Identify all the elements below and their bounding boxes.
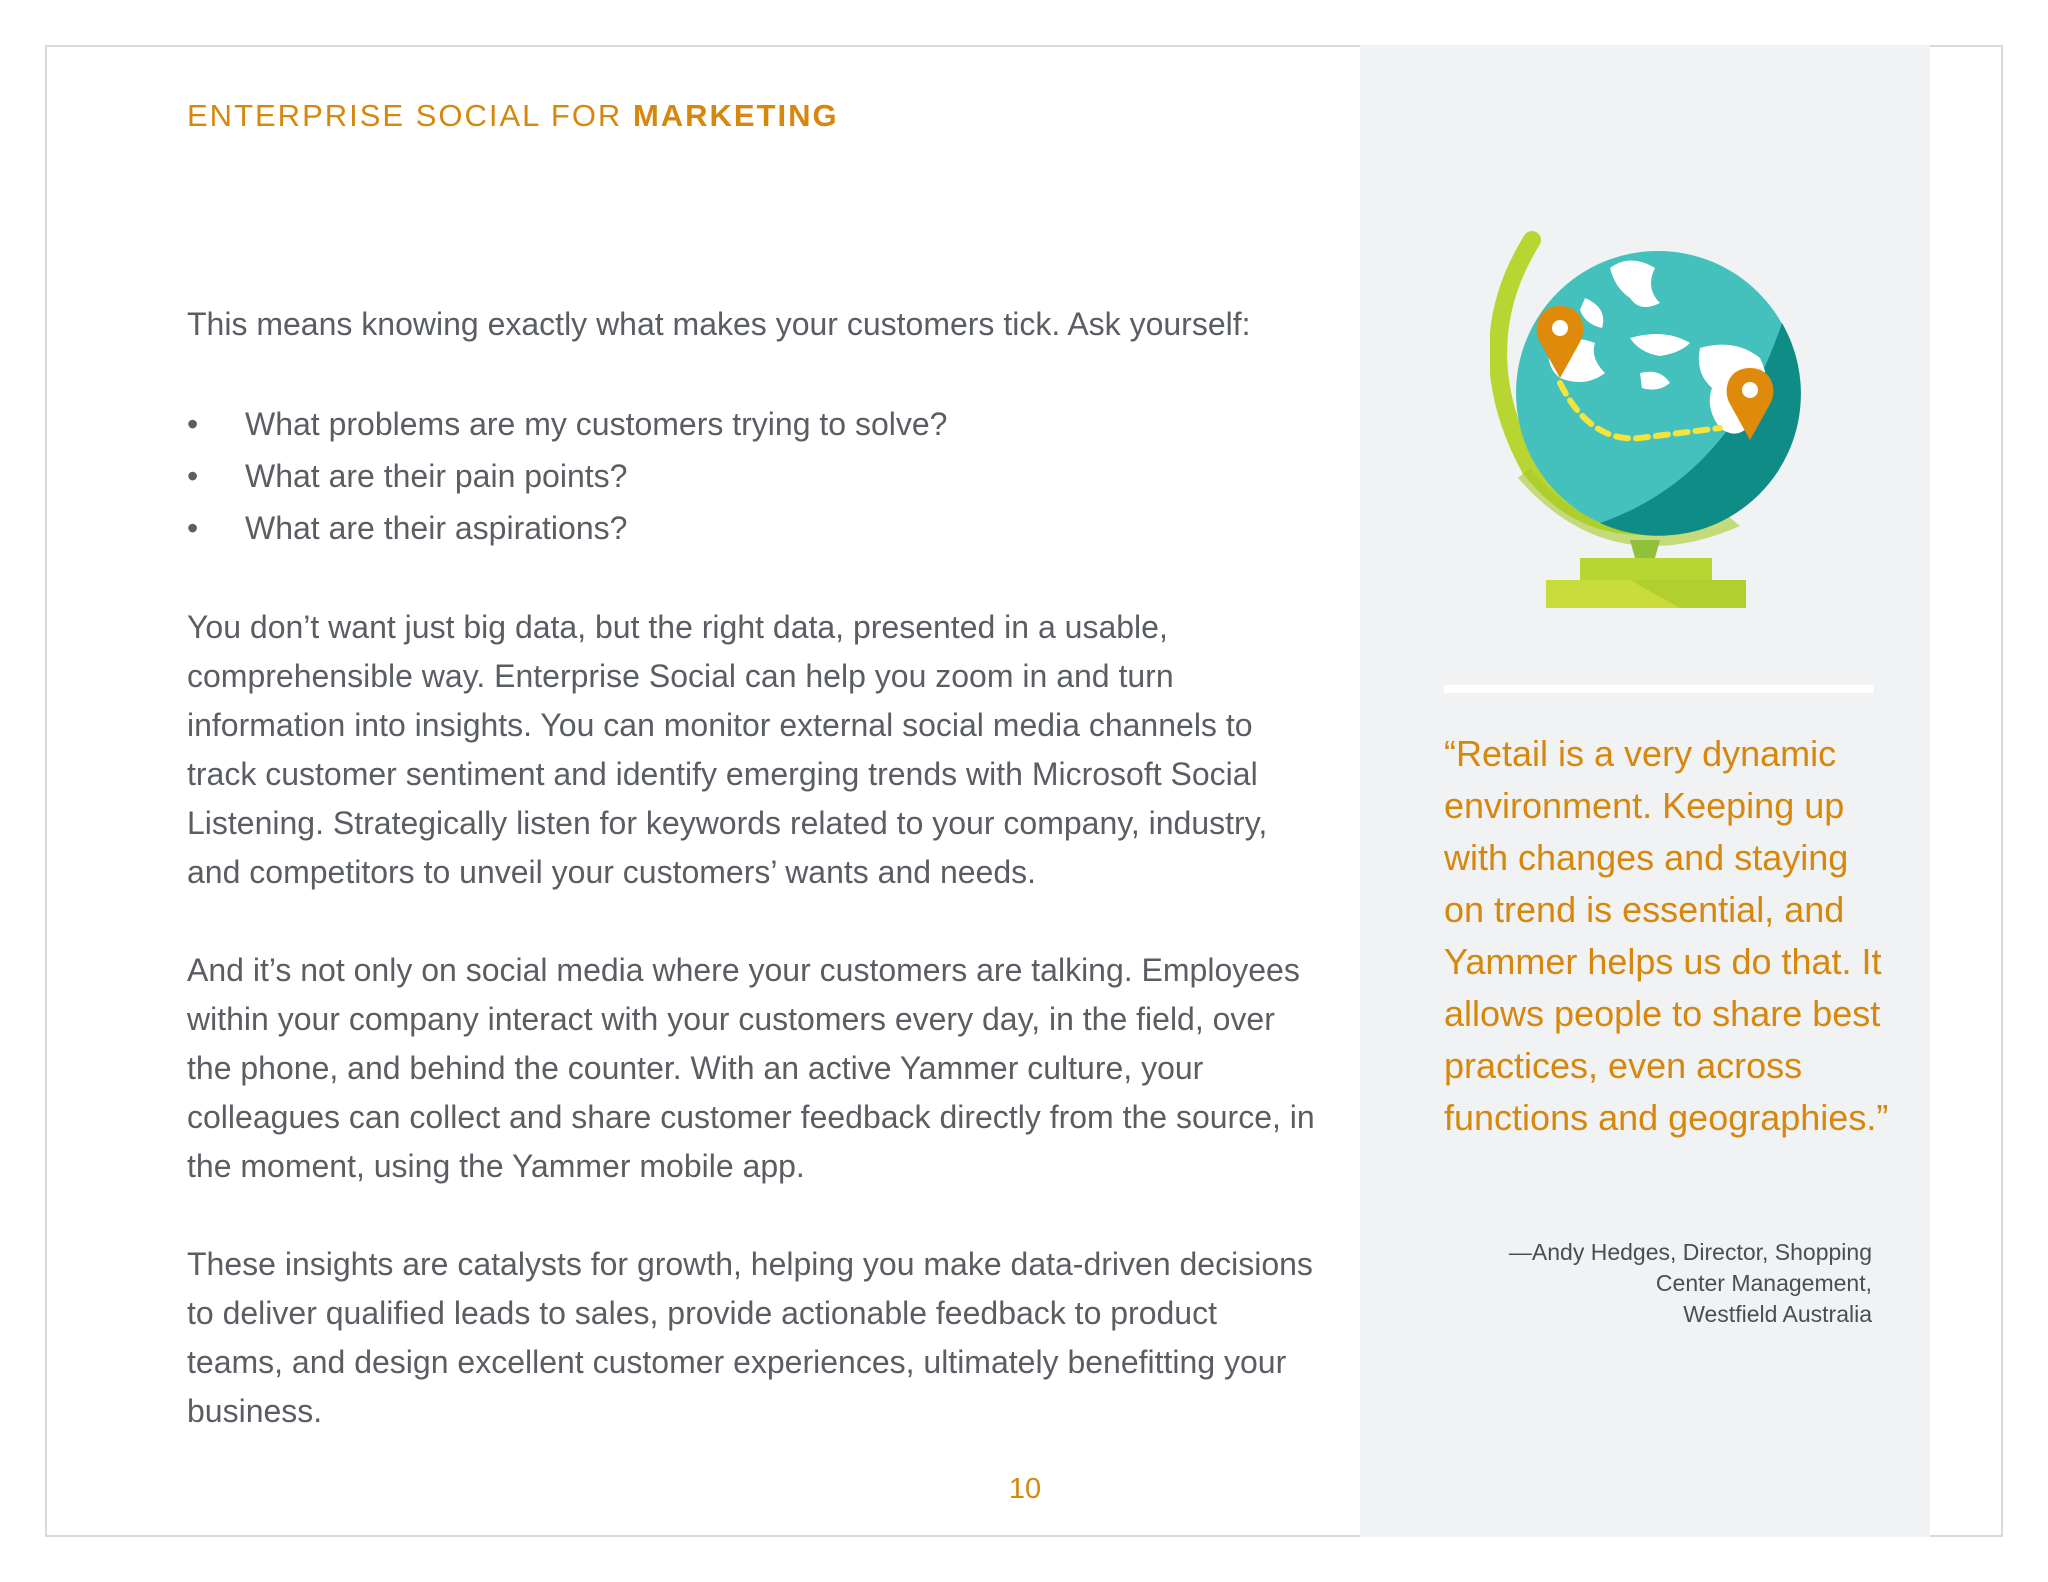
globe-illustration [1490,228,1830,618]
body-paragraph: And it’s not only on social media where your customers are talking. Employees within your company interact with your customers every day, in the field, over the phone, and behind the counter. With an active Yammer culture, your colleagues can collect and share customer feedback directly from the source, in the moment, using the Yammer mobile app. [187,952,1315,1184]
body-paragraph: These insights are catalysts for growth, helping you make data-driven decisions to deliver qualified leads to sales, provide actionable feedback to product teams, and design excellent customer experiences, ultimately benefitting your business. [187,1246,1313,1429]
list-item-text: What problems are my customers trying to solve? [245,406,948,442]
intro-paragraph: This means knowing exactly what makes your customers tick. Ask yourself: [187,306,1251,342]
running-head-emphasis: MARKETING [632,98,839,133]
attribution-line: Center Management, [1655,1270,1872,1296]
list-item [187,502,1317,554]
bullet-icon: • [187,458,199,494]
quote-divider [1444,685,1874,693]
running-head-prefix: ENTERPRISE SOCIAL FOR [187,98,633,133]
bullet-icon: • [187,510,199,546]
list-item [187,450,1317,502]
body-paragraph: You don’t want just big data, but the right data, presented in a usable, comprehensible way. Enterprise Social can help you zoom in and turn information into insights. You can monitor external social media channels to track customer sentiment and identify emerging trends with Microsoft Social Listening. Strategically listen for keywords related to your company, industry, and competitors to unveil your customers’ wants and needs. [187,609,1268,890]
attribution-line: —Andy Hedges, Director, Shopping [1508,1239,1872,1265]
list-item-text: What are their pain points? [245,458,628,494]
bullet-icon: • [187,406,199,442]
question-list [187,398,1317,554]
list-item [187,398,1317,450]
running-head [187,98,839,134]
quote-attribution [1440,1237,1872,1330]
main-body [187,300,1317,1436]
list-item-text: What are their aspirations? [245,510,628,546]
pull-quote: “Retail is a very dynamic environment. Keeping up with changes and staying on trend is essential, and Yammer helps us do that. It allows people to share best practices, even across functions and geographies.” [1444,733,1889,1138]
attribution-line: Westfield Australia [1683,1301,1872,1327]
globe-with-map-pins-icon [1490,228,1830,618]
page-number: 10 [1008,1473,1042,1505]
